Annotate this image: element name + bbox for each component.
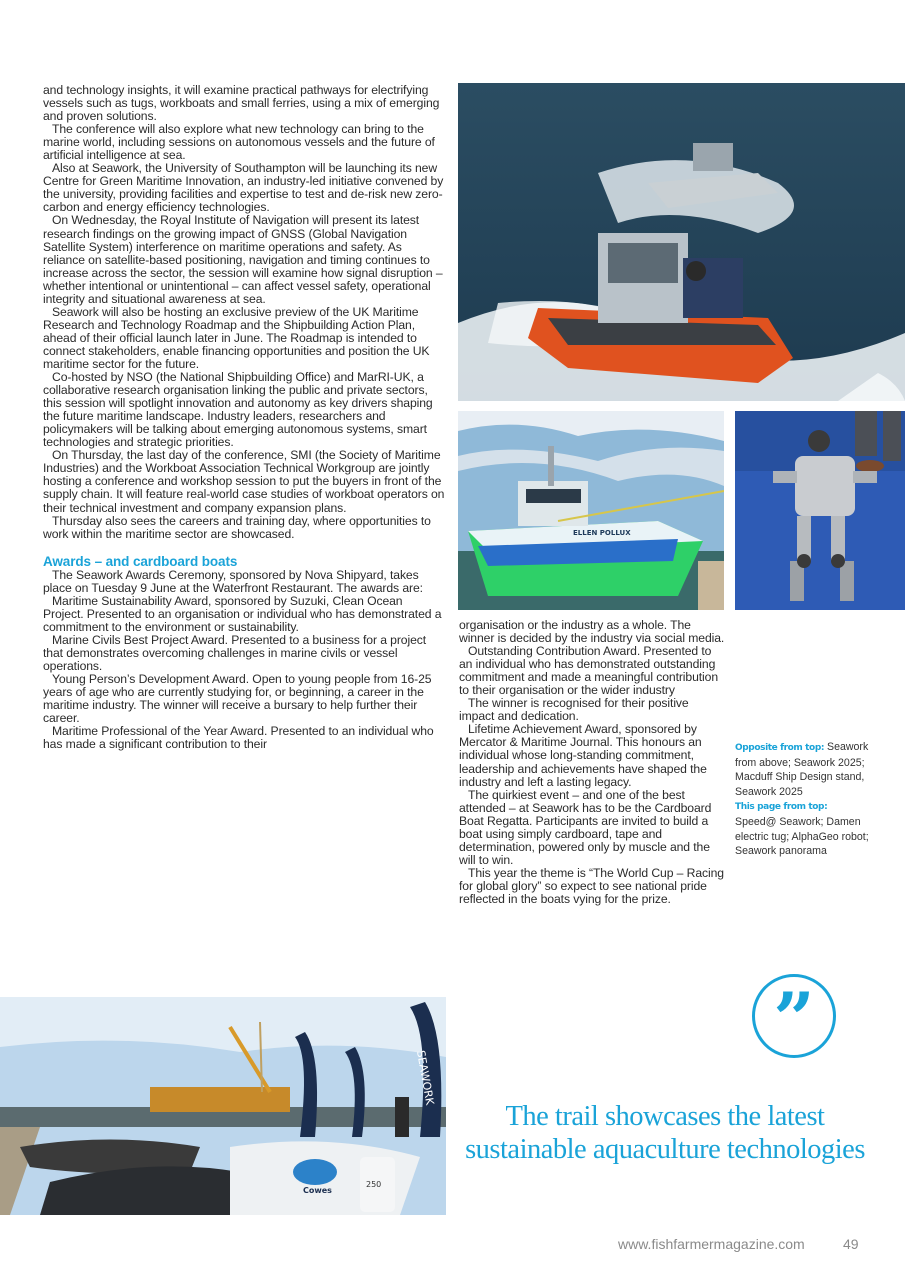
- paragraph: Lifetime Achievement Award, sponsored by Mercator & Maritime Journal. This honours an individual whose long-standing commitment, leadership and achievements have shaped the industry and left a lasting legacy.: [459, 722, 707, 789]
- paragraph: This year the theme is “The World Cup – Racing for global glory” so expect to see national pride reflected in the boats vying for the prize.: [459, 865, 724, 906]
- caption-text: Speed@ Seawork; Damen electric tug; AlphaGeo robot; Seawork panorama: [735, 815, 869, 858]
- photo-electric-tug: [458, 411, 724, 610]
- photo-caption: [735, 740, 870, 859]
- footer-website: www.fishfarmermagazine.com: [618, 1236, 805, 1252]
- flag-label: SEAWORK: [414, 1049, 437, 1107]
- photo-alphageo-robot: [735, 411, 905, 610]
- paragraph: The Seawork Awards Ceremony, sponsored by Nova Shipyard, takes place on Tuesday 9 June at the Waterfront Restaurant. The awards are:: [43, 567, 423, 595]
- tug-name-label: ELLEN POLLUX: [573, 529, 631, 537]
- paragraph: Marine Civils Best Project Award. Presented to a business for a project that demonstrates overcoming challenges in marine civils or vessel operations.: [43, 632, 427, 673]
- paragraph: Maritime Professional of the Year Award. Presented to an individual who has made a significant contribution to their: [43, 724, 434, 752]
- paragraph: Young Person’s Development Award. Open to young people from 16-25 years of age who are currently studying for, or beginning, a career in the maritime industry. The winner will receive a bursary to help further their career.: [43, 672, 432, 726]
- engine-number: 250: [366, 1180, 382, 1189]
- paragraph: Thursday also sees the careers and training day, where opportunities to work within the maritime sector are showcased.: [43, 513, 431, 541]
- paragraph: organisation or the industry as a whole. The winner is decided by the industry via social media.: [459, 618, 725, 646]
- caption-heading: This page from top:: [735, 802, 828, 813]
- paragraph: The quirkiest event – and one of the best attended – at Seawork has to be the Cardboard Boat Regatta. Participants are invited to build a boat using simply cardboard, tape and determination, powered only by muscle and the will to win.: [459, 787, 712, 867]
- paragraph: Maritime Sustainability Award, sponsored by Suzuki, Clean Ocean Project. Presented to an organisation or individual who has demonstrated a commitment to the environment or sustainability.: [43, 593, 442, 634]
- paragraph: Outstanding Contribution Award. Presented to an individual who has demonstrated outstanding commitment and made a meaningful contribution to their organisation or the wider industry: [459, 644, 719, 698]
- article-column-middle: [459, 619, 725, 906]
- photo-speed-boat: [458, 83, 905, 401]
- article-column-left: [43, 84, 445, 751]
- paragraph: The conference will also explore what new technology can bring to the marine world, including sessions on autonomous vessels and the future of artificial intelligence at sea.: [43, 122, 435, 163]
- caption-text: Seawork from above; Seawork 2025; Macduff Ship Design stand, Seawork 2025: [735, 741, 869, 798]
- paragraph: and technology insights, it will examine practical pathways for electrifying vessels such as tugs, workboats and small ferries, using a mix of emerging and proven solutions.: [43, 83, 440, 124]
- paragraph: Also at Seawork, the University of Southampton will be launching its new Centre for Green Maritime Innovation, an industry-led initiative convened by the university, providing facilities and expertise to test and de-risk new zero-carbon and energy efficiency technologies.: [43, 161, 444, 215]
- photo-seawork-panorama: [0, 997, 446, 1215]
- paragraph: Co-hosted by NSO (the National Shipbuilding Office) and MarRI-UK, a collaborative research organisation linking the public and private sectors, this session will spotlight innovation and autonomy as key drivers shaping the future maritime landscape. Industry leaders, researchers and policymakers will be talking about emerging autonomous systems, smart technologies and strategic priorities.: [43, 370, 433, 450]
- paragraph: On Wednesday, the Royal Institute of Navigation will present its latest research findings on the growing impact of GNSS (Global Navigation Satellite System) interference on maritime operations and safety. As reliance on satellite-based positioning, navigation and timing continues to increase across the sector, the session will examine how signal disruption – whether intentional or unintentional – can affect vessel safety, operational integrity and situational awareness at sea.: [43, 213, 443, 306]
- caption-heading: Opposite from top:: [735, 743, 825, 753]
- paragraph: The winner is recognised for their positive impact and dedication.: [459, 696, 689, 724]
- section-subheading: Awards – and cardboard boats: [43, 553, 238, 569]
- boat-brand-label: Cowes: [303, 1186, 332, 1195]
- paragraph: Seawork will also be hosting an exclusive preview of the UK Maritime Research and Technology Roadmap and the Shipbuilding Action Plan, ahead of their official launch later in June. The Roadmap is intended to connect stakeholders, enable financing opportunities and position the UK maritime sector for the future.: [43, 304, 430, 371]
- page-number: 49: [843, 1236, 859, 1252]
- paragraph: On Thursday, the last day of the conference, SMI (the Society of Maritime Industries) and the Workboat Association Technical Workgroup are jointly hosting a conference and workshop session to put the buyers in front of the supply chain. It will feature real-world case studies of workboat operators on their technical investment and company expansion plans.: [43, 448, 445, 515]
- pull-quote: The trail showcases the latest sustainable aquaculture technologies: [465, 1101, 865, 1165]
- quote-mark-icon: ”: [752, 974, 836, 1058]
